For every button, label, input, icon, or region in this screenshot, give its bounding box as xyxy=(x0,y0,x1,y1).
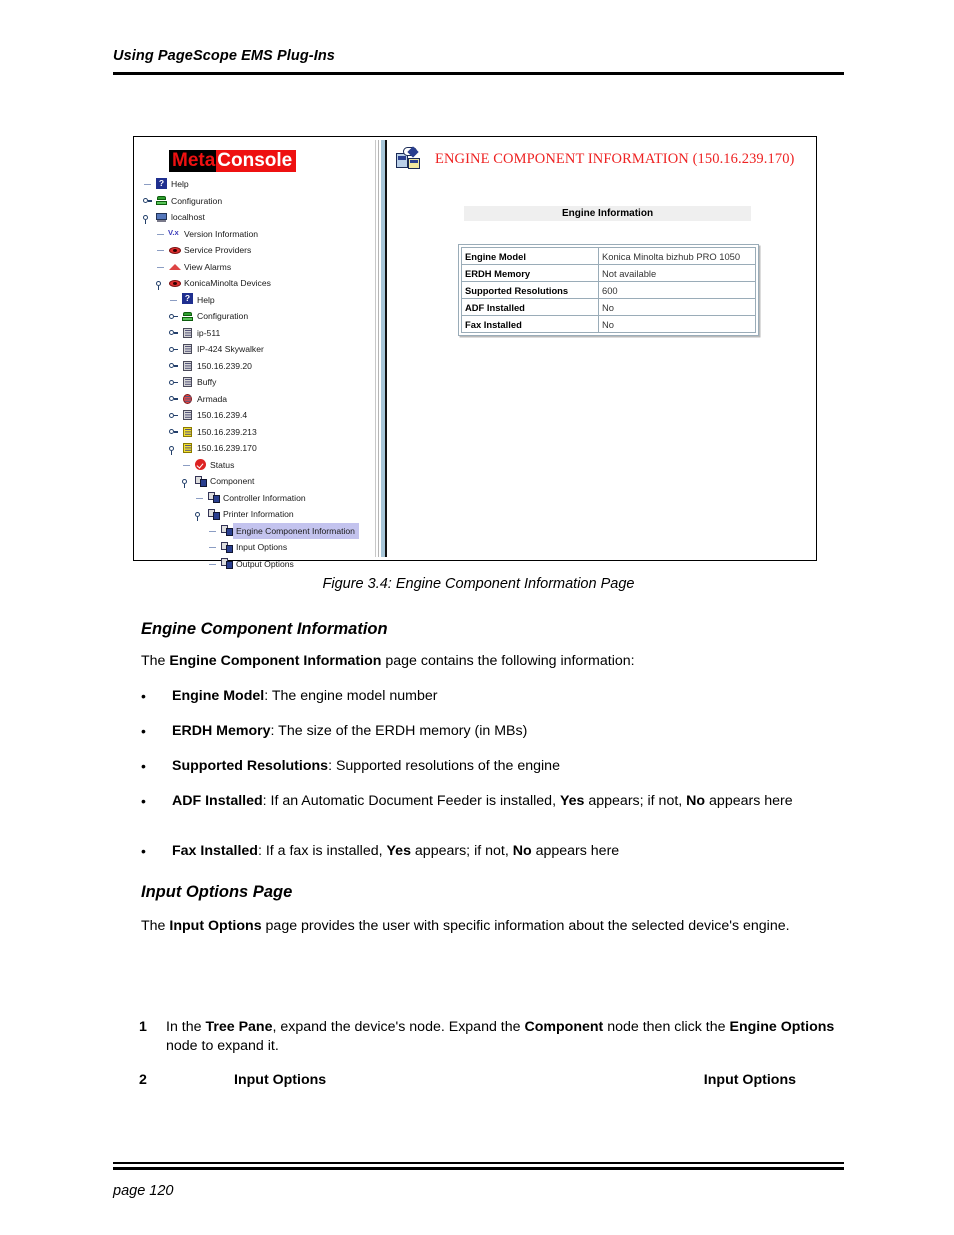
step1-b2: Component xyxy=(524,1019,604,1035)
help-icon xyxy=(155,178,168,191)
intro2-post: page provides the user with specific information about the selected device's engine. xyxy=(261,918,790,934)
tree-branch-line xyxy=(207,558,218,569)
tree-item-controller-information[interactable] xyxy=(137,490,376,507)
tree-branch-line xyxy=(155,261,166,272)
logo-console: Console xyxy=(216,150,296,172)
tree-item-input-options[interactable] xyxy=(137,539,376,556)
tree-item-printer-information[interactable] xyxy=(137,506,376,523)
step-1-text xyxy=(166,1018,841,1056)
tree-item-label: Help xyxy=(171,179,189,189)
list-item xyxy=(141,757,841,776)
table-row xyxy=(462,316,756,333)
paragraph-intro-1 xyxy=(141,652,841,671)
step1-t1: In the xyxy=(166,1019,206,1035)
table-row xyxy=(462,282,756,299)
tree-item-label: 150.16.239.20 xyxy=(197,360,252,371)
list-item-text xyxy=(172,722,841,741)
tree-item-label: 150.16.239.213 xyxy=(197,426,257,437)
tree-item-label: Printer Information xyxy=(223,509,294,519)
alarm-icon xyxy=(168,260,181,273)
device-tree[interactable] xyxy=(137,176,376,572)
expand-toggle-icon[interactable] xyxy=(168,393,179,404)
list-item-description: appears here xyxy=(531,843,620,859)
engine-information-table xyxy=(461,247,756,333)
footer-rule-thick xyxy=(113,1167,844,1170)
icon-panel-left-screen xyxy=(398,156,406,160)
list-item-description: : The size of the ERDH memory (in MBs) xyxy=(270,723,528,739)
bullet-glyph: • xyxy=(141,843,146,859)
tree-item-label: Input Options xyxy=(236,542,288,552)
engine-information-table-wrapper xyxy=(458,244,759,336)
list-item-term: Fax Installed xyxy=(172,843,258,859)
tree-item-configuration[interactable] xyxy=(137,308,376,325)
header-rule xyxy=(113,72,844,75)
expand-toggle-icon[interactable] xyxy=(168,360,179,371)
expand-toggle-icon[interactable] xyxy=(168,327,179,338)
collapse-toggle-icon[interactable] xyxy=(155,278,166,289)
expand-toggle-icon[interactable] xyxy=(168,344,179,355)
list-item-term: Supported Resolutions xyxy=(172,758,329,774)
tree-item-label: Help xyxy=(197,294,215,305)
emphasised-value: Yes xyxy=(386,843,411,859)
collapse-toggle-icon[interactable] xyxy=(142,212,153,223)
tree-item-label: 150.16.239.4 xyxy=(197,410,248,420)
step1-b3: Engine Options xyxy=(729,1019,835,1035)
tree-item-configuration[interactable] xyxy=(137,193,376,210)
tree-item-label: Armada xyxy=(197,393,228,404)
intro1-post: page contains the following information: xyxy=(381,653,635,669)
tree-item-status[interactable] xyxy=(137,457,376,474)
monitor-icon xyxy=(155,211,168,224)
table-row xyxy=(462,299,756,316)
collapse-toggle-icon[interactable] xyxy=(168,443,179,454)
step-1 xyxy=(139,1018,841,1056)
component-icon xyxy=(207,508,220,521)
list-item-text xyxy=(172,792,841,811)
list-item-description: appears; if not, xyxy=(410,843,513,859)
icon-panel-right-screen xyxy=(410,160,418,163)
bullet-glyph: • xyxy=(141,758,146,774)
device-icon xyxy=(181,376,194,389)
device-icon xyxy=(181,343,194,356)
bullet-glyph: • xyxy=(141,793,146,809)
tree-item-label: View Alarms xyxy=(184,261,232,272)
engine-component-icon xyxy=(395,147,421,171)
configuration-icon xyxy=(181,310,194,323)
tree-item-150-16-239-213[interactable] xyxy=(137,424,376,441)
tree-item-help[interactable] xyxy=(137,176,376,193)
tree-item-label: Version Information xyxy=(184,228,259,239)
figure-screenshot xyxy=(133,136,817,569)
tree-pane-border xyxy=(375,140,376,557)
table-cell-key: Supported Resolutions xyxy=(462,282,599,299)
tree-item-version-information[interactable] xyxy=(137,226,376,243)
tree-item-label: Status xyxy=(210,459,235,470)
tree-item-buffy[interactable] xyxy=(137,374,376,391)
tree-item-ip-511[interactable] xyxy=(137,325,376,342)
configuration-icon xyxy=(155,194,168,207)
tree-item-150-16-239-20[interactable] xyxy=(137,358,376,375)
step-1-number: 1 xyxy=(139,1019,147,1035)
table-cell-key: Engine Model xyxy=(462,248,599,265)
tree-item-engine-component-information[interactable] xyxy=(137,523,376,540)
tree-item-konicaminolta-devices[interactable] xyxy=(137,275,376,292)
table-cell-value: No xyxy=(599,316,756,333)
step-2-number: 2 xyxy=(139,1072,147,1088)
device-icon xyxy=(181,326,194,339)
table-cell-key: Fax Installed xyxy=(462,316,599,333)
collapse-toggle-icon[interactable] xyxy=(194,509,205,520)
list-item-term: ERDH Memory xyxy=(172,723,271,739)
tree-item-label: 150.16.239.170 xyxy=(197,443,257,453)
tree-item-service-providers[interactable] xyxy=(137,242,376,259)
content-title-row xyxy=(395,147,794,171)
emphasised-value: No xyxy=(686,793,706,809)
pane-splitter[interactable] xyxy=(378,140,387,557)
status-icon xyxy=(194,458,207,471)
step1-t3: node then click the xyxy=(603,1019,730,1035)
tree-item-label: IP-424 Skywalker xyxy=(197,344,264,354)
tree-item-label: ip-511 xyxy=(197,327,221,338)
tree-item-label: Buffy xyxy=(197,377,217,387)
tree-item-output-options[interactable] xyxy=(137,556,376,573)
tree-item-label: Configuration xyxy=(171,195,223,206)
step-2-right-label: Input Options xyxy=(703,1072,796,1088)
running-head: Using PageScope EMS Plug-Ins xyxy=(113,48,335,64)
figure-caption: Figure 3.4: Engine Component Information Page xyxy=(322,576,635,592)
table-cell-value: Konica Minolta bizhub PRO 1050 xyxy=(599,248,756,265)
content-pane xyxy=(387,140,813,557)
tree-pane[interactable] xyxy=(137,140,376,569)
list-item-description: : Supported resolutions of the engine xyxy=(328,758,560,774)
list-item xyxy=(141,722,841,741)
section-header-engine-information: Engine Information xyxy=(464,206,751,221)
expand-toggle-icon[interactable] xyxy=(168,426,179,437)
emphasised-value: Yes xyxy=(559,793,585,809)
emphasised-value: No xyxy=(512,843,532,859)
collapse-toggle-icon[interactable] xyxy=(181,476,192,487)
tree-item-ip-424-skywalker[interactable] xyxy=(137,341,376,358)
device-icon xyxy=(181,409,194,422)
tree-branch-line xyxy=(194,492,205,503)
service-provider-icon xyxy=(168,244,181,257)
list-item-text xyxy=(172,842,841,861)
table-row xyxy=(462,248,756,265)
step1-t4: node to expand it. xyxy=(166,1038,279,1055)
table-cell-value: 600 xyxy=(599,282,756,299)
expand-toggle-icon[interactable] xyxy=(168,311,179,322)
intro2-bold: Input Options xyxy=(169,918,262,934)
expand-toggle-icon[interactable] xyxy=(168,377,179,388)
list-item-description: appears here xyxy=(705,793,793,809)
intro1-bold: Engine Component Information xyxy=(169,653,382,669)
tree-item-view-alarms[interactable] xyxy=(137,259,376,276)
tree-branch-line xyxy=(207,525,218,536)
tree-item-label: Configuration xyxy=(197,311,249,321)
device-warning-icon xyxy=(181,442,194,455)
heading-engine-component-information: Engine Component Information xyxy=(141,620,388,638)
component-icon xyxy=(220,557,233,570)
tree-item-label: Component xyxy=(210,476,255,486)
tree-item-label: Controller Information xyxy=(223,492,306,503)
device-warning-icon xyxy=(181,425,194,438)
table-cell-key: ADF Installed xyxy=(462,299,599,316)
tree-item-armada[interactable] xyxy=(137,391,376,408)
component-icon xyxy=(220,541,233,554)
intro1-pre: The xyxy=(141,653,170,669)
tree-item-label: Engine Component Information xyxy=(233,523,359,540)
intro2-pre: The xyxy=(141,918,170,934)
tree-branch-line xyxy=(155,228,166,239)
list-item-description: : The engine model number xyxy=(264,688,438,704)
expand-toggle-icon[interactable] xyxy=(142,195,153,206)
list-item xyxy=(141,687,841,706)
version-icon xyxy=(168,227,181,240)
tree-branch-line xyxy=(155,245,166,256)
bullet-glyph: • xyxy=(141,723,146,739)
expand-toggle-icon[interactable] xyxy=(168,410,179,421)
page-number: page 120 xyxy=(113,1183,174,1199)
tree-item-label: KonicaMinolta Devices xyxy=(184,278,271,288)
heading-input-options-page: Input Options Page xyxy=(141,883,293,901)
help-icon xyxy=(181,293,194,306)
list-item-description: : If a fax is installed, xyxy=(257,843,387,859)
logo-meta: Meta xyxy=(169,150,216,172)
tree-item-label: localhost xyxy=(171,212,205,222)
list-item-text xyxy=(172,687,841,706)
list-item-description: appears; if not, xyxy=(584,793,687,809)
devices-icon xyxy=(168,277,181,290)
component-icon xyxy=(220,524,233,537)
device-error-icon xyxy=(181,392,194,405)
tree-item-label: Output Options xyxy=(236,558,294,569)
metaconsole-logo xyxy=(169,150,296,172)
tree-item-help[interactable] xyxy=(137,292,376,309)
tree-item-label: Service Providers xyxy=(184,245,252,255)
table-row xyxy=(462,265,756,282)
component-icon xyxy=(194,475,207,488)
tree-item-150-16-239-170[interactable] xyxy=(137,440,376,457)
list-item xyxy=(141,842,841,861)
list-item xyxy=(141,792,841,811)
table-cell-value: No xyxy=(599,299,756,316)
device-icon xyxy=(181,359,194,372)
step-2-left-label: Input Options xyxy=(234,1072,327,1088)
tree-item-150-16-239-4[interactable] xyxy=(137,407,376,424)
tree-branch-line xyxy=(181,459,192,470)
list-item-text xyxy=(172,757,841,776)
bullet-glyph: • xyxy=(141,688,146,704)
tree-item-localhost[interactable] xyxy=(137,209,376,226)
content-page-title: ENGINE COMPONENT INFORMATION (150.16.239.170) xyxy=(435,150,795,167)
table-cell-key: ERDH Memory xyxy=(462,265,599,282)
list-item-term: Engine Model xyxy=(172,688,265,704)
step1-b1: Tree Pane xyxy=(205,1019,273,1035)
application-window xyxy=(137,140,813,569)
tree-branch-line xyxy=(168,294,179,305)
tree-branch-line xyxy=(142,179,153,190)
footer-rule-thin xyxy=(113,1162,844,1164)
table-cell-value: Not available xyxy=(599,265,756,282)
splitter-line-left xyxy=(378,140,379,557)
step1-t2: , expand the device's node. Expand the xyxy=(272,1019,525,1035)
list-item-description: : If an Automatic Document Feeder is installed, xyxy=(262,793,560,809)
tree-branch-line xyxy=(207,542,218,553)
component-icon xyxy=(207,491,220,504)
list-item-term: ADF Installed xyxy=(172,793,263,809)
tree-item-component[interactable] xyxy=(137,473,376,490)
paragraph-intro-2 xyxy=(141,917,841,936)
